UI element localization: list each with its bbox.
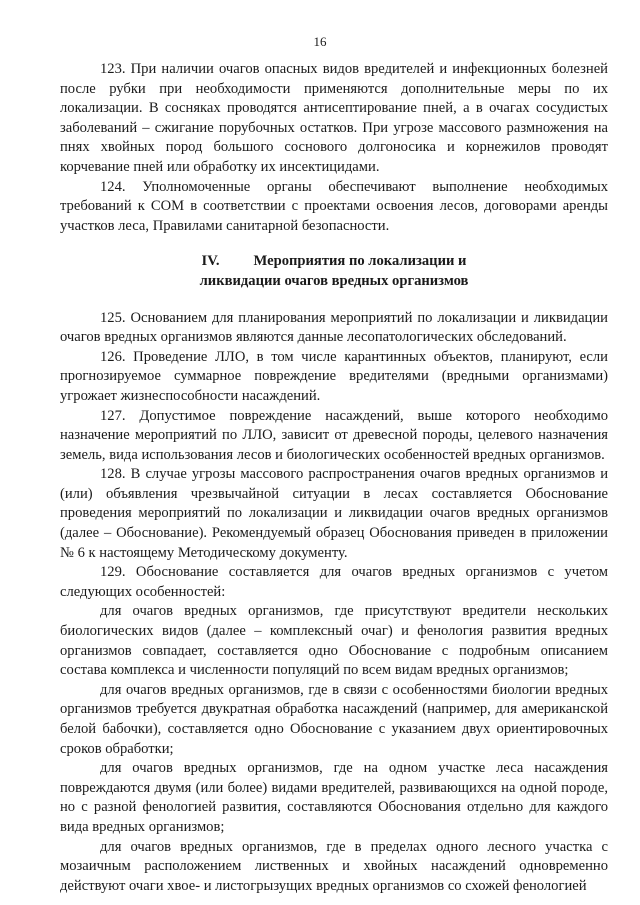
paragraph-125: 125. Основанием для планирования мероприятий по локализации и ликвидации очагов вредных организмов являются данные лесопатологических обследований. [60, 309, 608, 346]
section-heading [60, 252, 608, 291]
section-title-line-1: Мероприятия по локализации и [253, 253, 467, 270]
document-body [60, 60, 608, 896]
list-item-double-treatment: для очагов вредных организмов, где в связи с особенностями биологии вредных организмов требуется двукратная обработка насаждений (например, для американской белой бабочки), составляется одно Обоснование с указанием двух ориентировочных сроков обработки; [60, 681, 608, 757]
list-item-complex-focus: для очагов вредных организмов, где присутствуют вредители нескольких биологических видов (далее – комплексный очаг) и фенология развития вредных организмов совпадает, составляется одно Обоснование с подробным описанием состава комплекса и численности популяций по всем видам вредных организмов; [60, 603, 608, 679]
list-item-mosaic-stands: для очагов вредных организмов, где в пределах одного лесного участка с мозаичным расположением лиственных и хвойных насаждений одновременно действуют очаги хвое- и листогрызущих вредных организмов со схожей фенологией [60, 838, 608, 894]
section-number: IV. [201, 253, 220, 270]
section-title-line-2: ликвидации очагов вредных организмов [199, 272, 469, 289]
paragraph-124: 124. Уполномоченные органы обеспечивают выполнение необходимых требований к СОМ в соответствии с проектами освоения лесов, договорами аренды участков леса, Правилами санитарной безопасности. [60, 178, 608, 234]
paragraph-126: 126. Проведение ЛЛО, в том числе карантинных объектов, планируют, если прогнозируемое суммарное повреждение вредителями (вредными организмами) угрожает жизнеспособности насаждений. [60, 348, 608, 404]
paragraph-128: 128. В случае угрозы массового распространения очагов вредных организмов и (или) объявления чрезвычайной ситуации в лесах составляется Обоснование проведения мероприятий по локализации и ликвидации очагов вредных организмов (далее – Обоснование). Рекомендуемый образец Обоснования приведен в приложении № 6 к настоящему Методическому документу. [60, 466, 608, 561]
paragraph-127: 127. Допустимое повреждение насаждений, выше которого необходимо назначение мероприятий по ЛЛО, зависит от древесной породы, целевого назначения земель, вида использования лесов и биологических особенностей вредных организмов. [60, 407, 608, 463]
list-item-separate-justifications: для очагов вредных организмов, где на одном участке леса насаждения повреждаются двумя (или более) видами вредителей, развивающихся на одной породе, но с разной фенологией развития, составляются Обоснования отдельно для каждого вида вредных организмов; [60, 760, 608, 835]
section-heading-line-1 [60, 252, 608, 272]
paragraph-123: 123. При наличии очагов опасных видов вредителей и инфекционных болезней после рубки при необходимости применяются дополнительные меры по их локализации. В сосняках проводятся антисептирование пней, а в очагах сосудистых заболеваний – сжигание порубочных остатков. При угрозе массового размножения на пнях хвойных пород большого соснового долгоносика и корнежилов проводят корчевание пней или обработку их инсектицидами. [60, 61, 608, 175]
paragraph-129: 129. Обоснование составляется для очагов вредных организмов с учетом следующих особенностей: [60, 564, 608, 600]
page-number: 16 [313, 34, 327, 49]
